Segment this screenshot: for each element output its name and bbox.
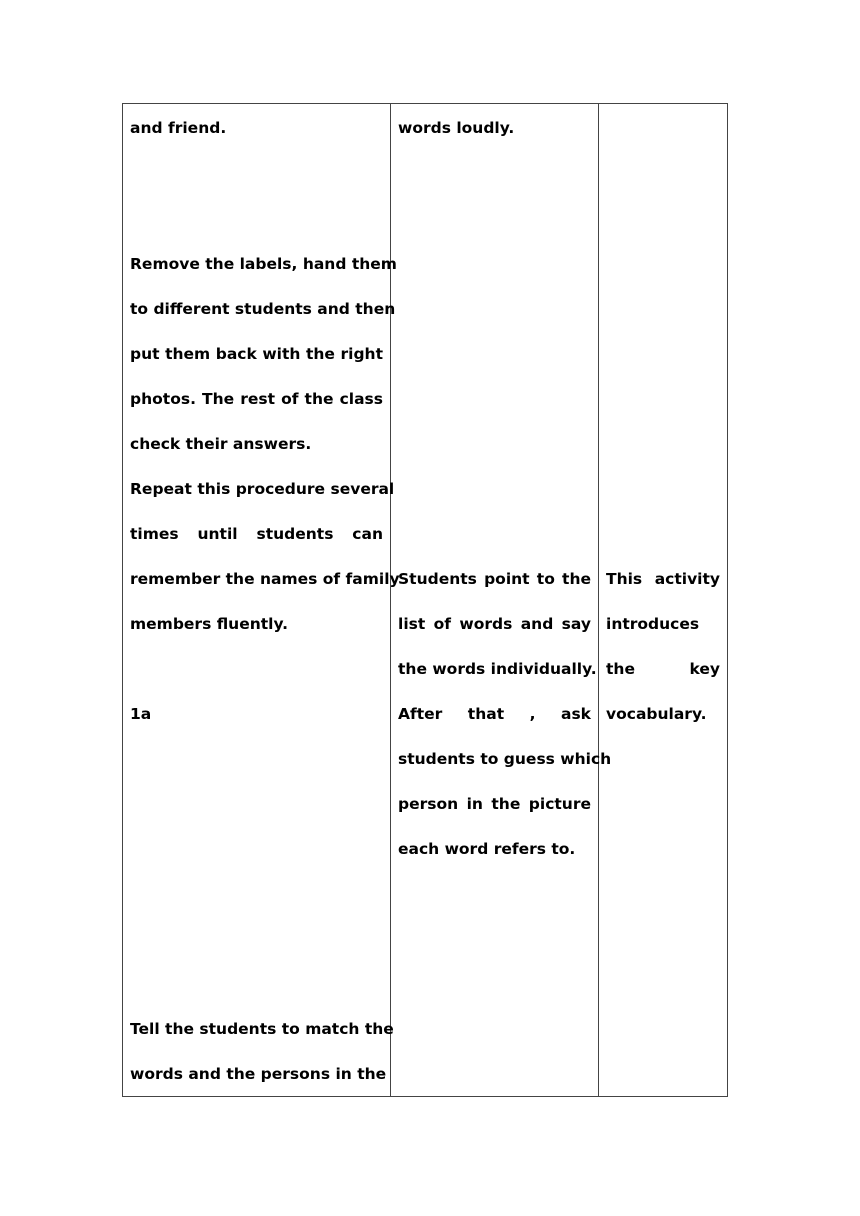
lesson-plan-table [122, 103, 728, 1097]
column-divider [598, 104, 599, 1096]
procedure-line: words and the persons in the [130, 1065, 387, 1083]
activity-label: 1a [130, 705, 152, 723]
procedure-line: Tell the students to match the [130, 1020, 394, 1038]
activity-line: words loudly. [398, 119, 515, 137]
purpose-cell [606, 104, 720, 1096]
procedure-line: photos. The rest of the class [130, 390, 383, 408]
activity-line: the words individually. [398, 660, 597, 678]
student-activity-cell [398, 104, 612, 1096]
purpose-line: vocabulary. [606, 705, 707, 723]
procedure-line: times until students can [130, 525, 383, 543]
activity-line: each word refers to. [398, 840, 576, 858]
activity-line: students to guess which [398, 750, 612, 768]
purpose-line: introduces [606, 615, 700, 633]
procedure-line: check their answers. [130, 435, 312, 453]
procedure-cell [130, 104, 400, 1096]
activity-line: list of words and say [398, 615, 591, 633]
procedure-line: Remove the labels, hand them [130, 255, 397, 273]
purpose-line: This activity [606, 570, 720, 588]
procedure-line: members fluently. [130, 615, 289, 633]
procedure-line: remember the names of family [130, 570, 400, 588]
column-divider [390, 104, 391, 1096]
procedure-line: and friend. [130, 119, 227, 137]
activity-line: person in the picture [398, 795, 591, 813]
activity-line: After that , ask [398, 705, 591, 723]
procedure-line: to different students and then [130, 300, 396, 318]
activity-line: Students point to the [398, 570, 591, 588]
procedure-line: put them back with the right [130, 345, 383, 363]
purpose-line: the key [606, 660, 720, 678]
procedure-line: Repeat this procedure several [130, 480, 395, 498]
